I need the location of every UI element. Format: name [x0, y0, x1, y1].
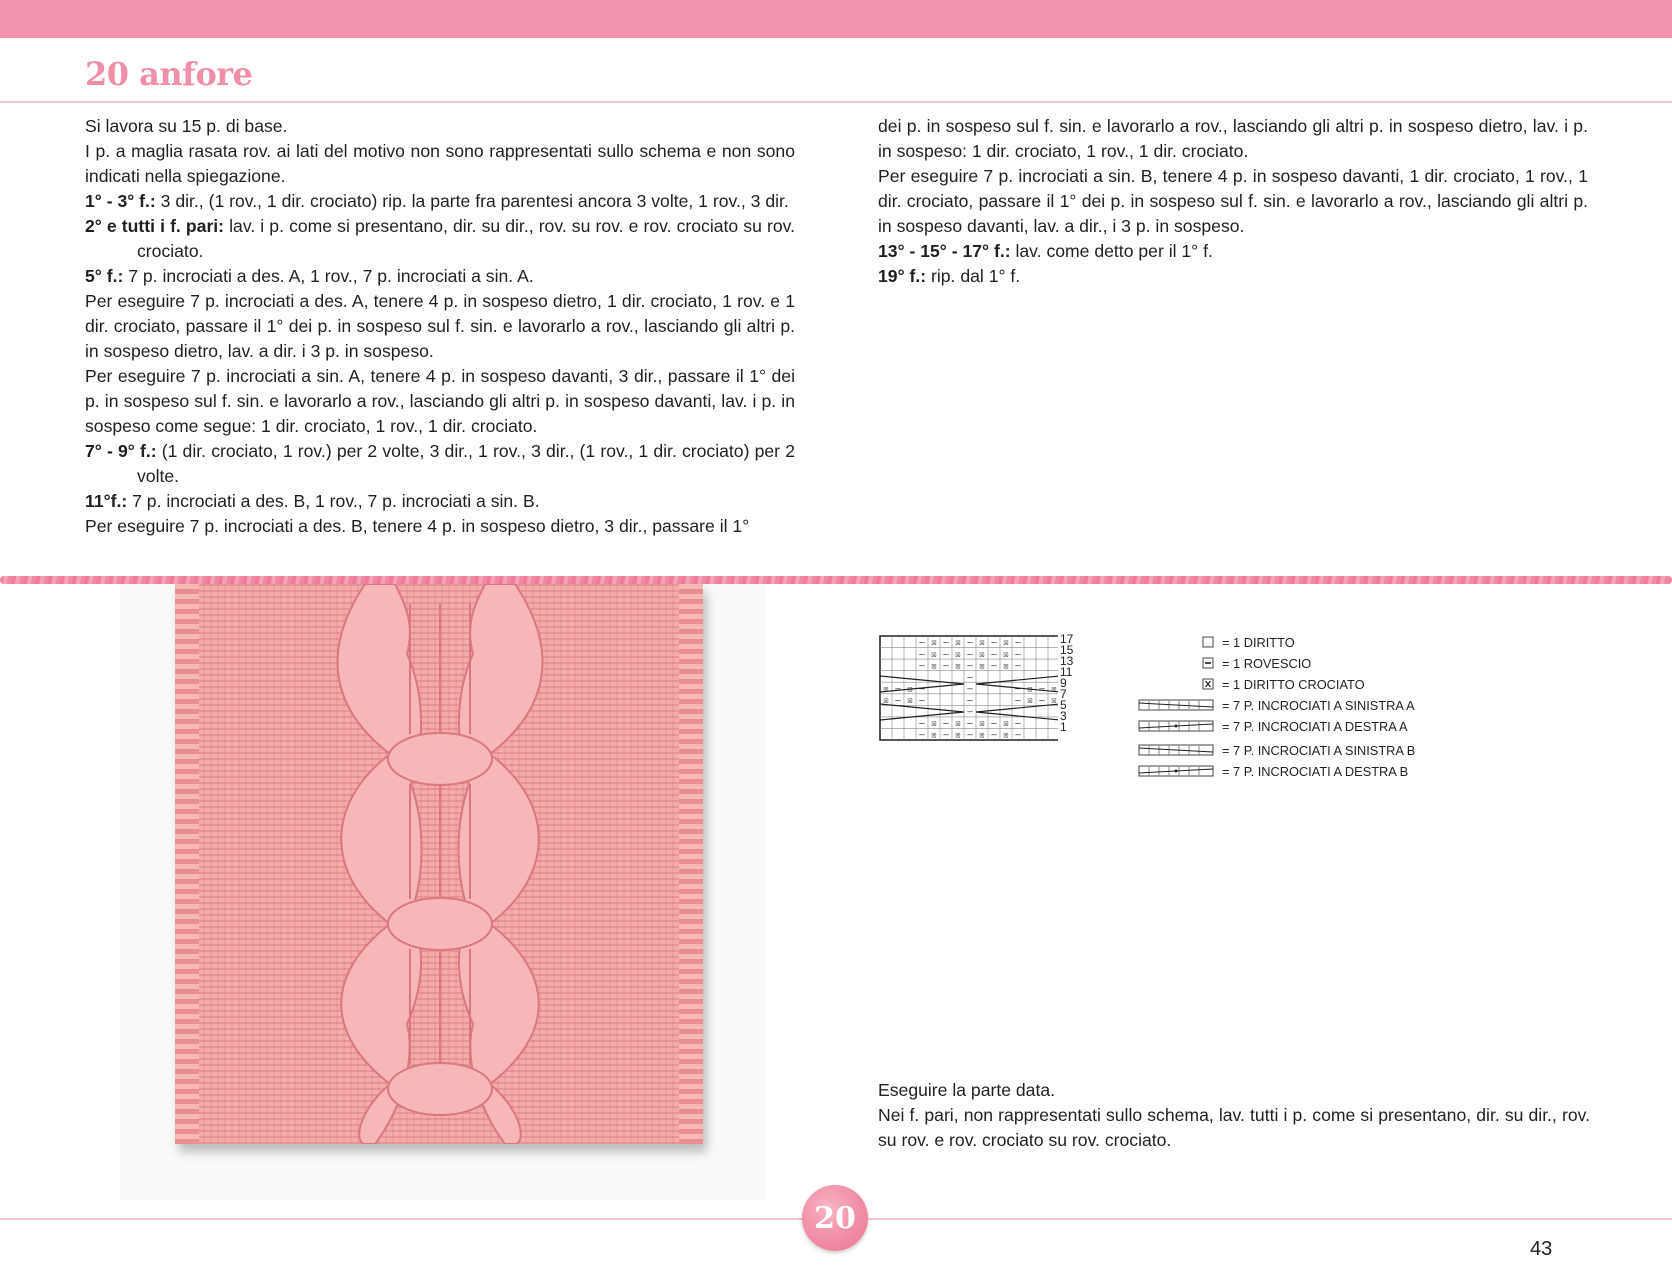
cross-stitch-symbol: ☒	[955, 649, 961, 660]
chart-note	[878, 1078, 1590, 1153]
purl-symbol: –	[967, 684, 973, 695]
row-text: (1 dir. crociato, 1 rov.) per 2 volte, 3 dir., 1 rov., 3 dir., (1 rov., 1 dir. crociato) per 2 volte.	[137, 441, 795, 486]
purl-symbol: –	[943, 730, 949, 741]
instruction-paragraph: dei p. in sospeso sul f. sin. e lavorarlo a rov., lasciando gli altri p. in sospeso dietro, lav. i p. in sospeso: 1 dir. crociato, 1 rov., 1 dir. crociato.	[878, 116, 1588, 161]
cross-stitch-symbol: ☒	[955, 730, 961, 741]
row-number: 1	[1060, 720, 1067, 734]
legend-label: = 1 DIRITTO CROCIATO	[1222, 677, 1365, 692]
purl-symbol: –	[919, 661, 925, 672]
purl-symbol: –	[919, 696, 925, 707]
row-label: 19° f.:	[878, 266, 927, 286]
instructions-right-column	[878, 114, 1588, 289]
instruction-paragraph: Per eseguire 7 p. incrociati a sin. B, tenere 4 p. in sospeso davanti, 1 dir. crociato, 1 rov., 1 dir. crociato, passare il 1° dei p. in sospeso sul f. sin. e lavorarlo a rov., lasciando gli altri p. in sospeso davanti, lav. a dir., i 3 p. in sospeso.	[878, 166, 1588, 236]
row-text: 7 p. incrociati a des. A, 1 rov., 7 p. incrociati a sin. A.	[123, 266, 534, 286]
badge-number: 20	[814, 1200, 856, 1236]
note-paragraph: Nei f. pari, non rappresentati sullo schema, lav. tutti i p. come si presentano, dir. su dir., rov. su rov. e rov. crociato su rov. crociato.	[878, 1105, 1590, 1150]
row-number: 11	[1060, 665, 1073, 679]
cross-stitch-symbol: ☒	[931, 649, 937, 660]
cross-stitch-symbol: ☒	[955, 661, 961, 672]
yarn-divider	[0, 576, 1672, 584]
row-text: 3 dir., (1 rov., 1 dir. crociato) rip. la parte fra parentesi ancora 3 volte, 1 rov., 3 dir.	[155, 191, 789, 211]
purl-symbol: –	[1015, 696, 1021, 707]
note-paragraph: Eseguire la parte data.	[878, 1080, 1056, 1100]
square-dash-icon	[1202, 653, 1214, 674]
row-instruction	[85, 264, 795, 289]
square-cross-icon	[1202, 674, 1214, 695]
purl-symbol: –	[967, 649, 973, 660]
cross-stitch-symbol: ☒	[931, 638, 937, 649]
legend-label: = 7 P. INCROCIATI A DESTRA B	[1222, 764, 1409, 779]
row-number: 9	[1060, 676, 1067, 690]
cross-stitch-symbol: ☒	[1003, 719, 1009, 730]
cable-right-b-icon	[1138, 761, 1214, 782]
top-color-band	[0, 0, 1672, 38]
row-instruction	[85, 489, 795, 514]
cross-stitch-symbol: ☒	[931, 719, 937, 730]
cross-stitch-symbol: ☒	[979, 730, 985, 741]
purl-symbol: –	[895, 684, 901, 695]
instruction-paragraph: Per eseguire 7 p. incrociati a des. A, tenere 4 p. in sospeso dietro, 1 dir. crociato, 1 rov. e 1 dir. crociato, passare il 1° dei p. in sospeso sul f. sin. e lavorarlo a rov., lasciando gli altri p. in sospeso dietro, lav. a dir. i 3 p. in sospeso.	[85, 291, 795, 361]
knitting-chart	[878, 632, 1074, 742]
cross-stitch-symbol: ☒	[1027, 696, 1033, 707]
instruction-paragraph: Per eseguire 7 p. incrociati a sin. A, tenere 4 p. in sospeso davanti, 3 dir., passare il 1° dei p. in sospeso sul f. sin. e lavorarlo a rov., lasciando gli altri p. in sospeso davanti, lav. i p. in sospeso come segue: 1 dir. crociato, 1 rov., 1 dir. crociato.	[85, 366, 795, 436]
purl-symbol: –	[943, 661, 949, 672]
purl-symbol: –	[1015, 638, 1021, 649]
row-number: 5	[1060, 698, 1067, 712]
page-number: 43	[1530, 1238, 1553, 1260]
cross-stitch-symbol: ☒	[1027, 684, 1033, 695]
cross-stitch-symbol: ☒	[931, 730, 937, 741]
purl-symbol: –	[1039, 684, 1045, 695]
purl-symbol: –	[895, 696, 901, 707]
cable-twist	[388, 733, 492, 785]
purl-symbol: –	[943, 649, 949, 660]
cross-stitch-symbol: ☒	[907, 684, 913, 695]
cross-stitch-symbol: ☒	[1051, 684, 1057, 695]
row-number: 17	[1060, 632, 1074, 646]
purl-symbol: –	[991, 649, 997, 660]
purl-symbol: –	[1015, 661, 1021, 672]
purl-symbol: –	[967, 730, 973, 741]
purl-symbol: –	[943, 638, 949, 649]
cross-stitch-symbol: ☒	[955, 719, 961, 730]
cable-segment	[459, 584, 543, 1144]
legend-label: = 1 ROVESCIO	[1222, 656, 1312, 671]
cross-stitch-symbol: ☒	[1003, 730, 1009, 741]
cross-stitch-symbol: ☒	[979, 649, 985, 660]
purl-symbol: –	[919, 684, 925, 695]
page-title: 20 anfore	[85, 55, 253, 93]
note-paragraph: I p. a maglia rasata rov. ai lati del motivo non sono rappresentati sullo schema e non sono indicati nella spiegazione.	[85, 141, 795, 186]
cross-stitch-symbol: ☒	[1003, 661, 1009, 672]
cross-stitch-symbol: ☒	[979, 661, 985, 672]
purl-symbol: –	[1015, 649, 1021, 660]
purl-symbol: –	[919, 649, 925, 660]
cable-twist	[388, 1063, 492, 1115]
cable-twist	[388, 898, 492, 950]
row-label: 1° - 3° f.:	[85, 191, 156, 211]
cable-left-b-icon	[1138, 740, 1214, 761]
row-instruction	[878, 264, 1588, 289]
purl-symbol: –	[967, 696, 973, 707]
intro-paragraph: Si lavora su 15 p. di base.	[85, 116, 288, 136]
chart-row-numbers	[1060, 634, 1073, 733]
cross-stitch-symbol: ☒	[979, 719, 985, 730]
purl-symbol: –	[943, 719, 949, 730]
purl-symbol: –	[1015, 684, 1021, 695]
purl-symbol: –	[967, 661, 973, 672]
purl-symbol: –	[991, 638, 997, 649]
knitted-swatch-photo	[175, 584, 703, 1144]
cable-crossing-line	[880, 704, 964, 720]
row-label: 5° f.:	[85, 266, 124, 286]
cross-stitch-symbol: ☒	[1003, 649, 1009, 660]
row-number: 13	[1060, 654, 1074, 668]
purl-symbol: –	[967, 707, 973, 718]
cross-stitch-symbol: ☒	[979, 638, 985, 649]
row-label: 2° e tutti i f. pari:	[85, 216, 225, 236]
cable-left-a-icon	[1138, 695, 1214, 716]
cross-stitch-symbol: ☒	[955, 638, 961, 649]
legend-label: = 7 P. INCROCIATI A SINISTRA B	[1222, 743, 1416, 758]
purl-symbol: –	[1015, 730, 1021, 741]
cable-segment	[338, 584, 422, 1144]
cross-stitch-symbol: ☒	[931, 661, 937, 672]
cross-stitch-symbol: ☒	[907, 696, 913, 707]
cross-stitch-symbol: ☒	[1051, 696, 1057, 707]
row-label: 11°f.:	[85, 491, 128, 511]
purl-symbol: –	[919, 730, 925, 741]
chart-grid-svg	[878, 634, 1058, 742]
row-label: 7° - 9° f.:	[85, 441, 157, 461]
row-number: 15	[1060, 643, 1074, 657]
purl-symbol: –	[919, 719, 925, 730]
cross-stitch-symbol: ☒	[883, 696, 889, 707]
instructions-left-column	[85, 114, 795, 539]
row-text: rip. dal 1° f.	[926, 266, 1021, 286]
legend-label: = 7 P. INCROCIATI A SINISTRA A	[1222, 698, 1415, 713]
purl-symbol: –	[991, 719, 997, 730]
instruction-paragraph: Per eseguire 7 p. incrociati a des. B, tenere 4 p. in sospeso dietro, 3 dir., passare il 1°	[85, 516, 750, 536]
square-empty-icon	[1202, 632, 1214, 653]
row-instruction	[85, 214, 795, 264]
purl-symbol: –	[967, 672, 973, 683]
row-number: 3	[1060, 709, 1067, 723]
row-label: 13° - 15° - 17° f.:	[878, 241, 1011, 261]
purl-symbol: –	[919, 638, 925, 649]
cross-stitch-symbol: ☒	[1003, 638, 1009, 649]
purl-symbol: –	[967, 719, 973, 730]
pattern-number-badge	[802, 1185, 868, 1251]
legend-label: = 1 DIRITTO	[1222, 635, 1295, 650]
title-divider	[0, 101, 1672, 103]
purl-symbol: –	[1039, 696, 1045, 707]
cable-motif	[175, 584, 703, 1144]
purl-symbol: –	[991, 661, 997, 672]
purl-symbol: –	[1015, 719, 1021, 730]
row-text: lav. come detto per il 1° f.	[1010, 241, 1213, 261]
purl-symbol: –	[967, 638, 973, 649]
row-text: 7 p. incrociati a des. B, 1 rov., 7 p. incrociati a sin. B.	[127, 491, 540, 511]
legend-label: = 7 P. INCROCIATI A DESTRA A	[1222, 719, 1408, 734]
purl-symbol: –	[991, 730, 997, 741]
row-instruction	[878, 239, 1588, 264]
cross-stitch-symbol: ☒	[883, 684, 889, 695]
row-text: lav. i p. come si presentano, dir. su dir., rov. su rov. e rov. crociato su rov. crociato.	[137, 216, 795, 261]
row-instruction	[85, 189, 795, 214]
row-number: 7	[1060, 687, 1067, 701]
cable-right-a-icon	[1138, 716, 1214, 737]
row-instruction	[85, 439, 795, 489]
